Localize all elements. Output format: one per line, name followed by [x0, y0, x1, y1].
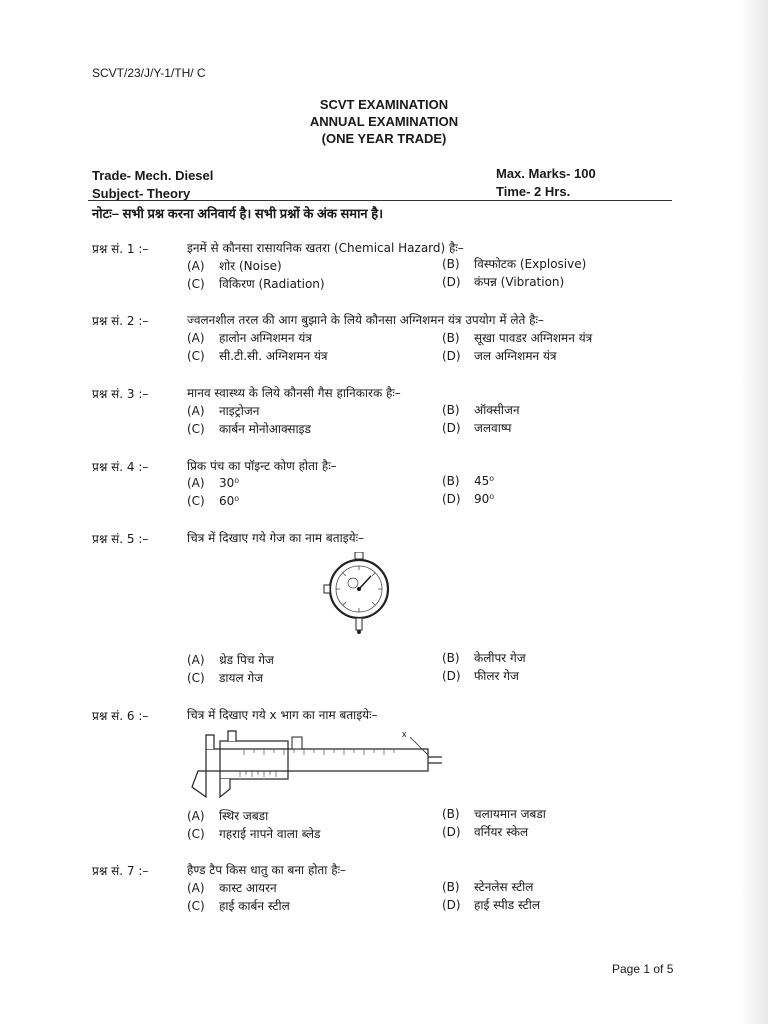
option-a: (A) हालोन अग्निशमन यंत्र — [187, 331, 312, 345]
exam-title: SCVT EXAMINATION — [319, 97, 449, 112]
instructions-note: नोटः– सभी प्रश्न करना अनिवार्य है। सभी प्रश्नों के अंक समान है। — [92, 206, 384, 221]
question-text: हैण्ड टैप किस धातु का बना होता हैः– — [187, 863, 346, 877]
paper-code: SCVT/23/J/Y-1/TH/ C — [92, 66, 206, 80]
option-d: (D) जल अग्निशमन यंत्र — [442, 349, 557, 363]
question-2 — [0, 312, 768, 372]
question-text: प्रिक पंच का पॉइन्ट कोण होता हैः– — [187, 459, 337, 473]
exam-type: ANNUAL EXAMINATION — [309, 114, 459, 129]
page-number: Page 1 of 5 — [612, 962, 674, 976]
option-b: (B) विस्फोटक (Explosive) — [442, 257, 587, 271]
question-text: चित्र में दिखाए गये गेज का नाम बताइयेः– — [187, 531, 364, 545]
question-3 — [0, 385, 768, 445]
vernier-caliper-figure — [184, 727, 444, 803]
question-4 — [0, 458, 768, 518]
option-a: (A) 30⁰ — [187, 476, 240, 490]
option-d: (D) हाई स्पीड स्टील — [442, 898, 540, 912]
option-c: (C) सी.टी.सी. अग्निशमन यंत्र — [187, 349, 328, 363]
question-text: चित्र में दिखाए गये x भाग का नाम बताइयेः– — [187, 708, 378, 722]
option-d: (D) वर्नियर स्केल — [442, 825, 529, 839]
option-b: (B) केलीपर गेज — [442, 651, 526, 665]
option-c: (C) हाई कार्बन स्टील — [187, 899, 290, 913]
trade-label: Trade- Mech. Diesel — [92, 168, 214, 183]
question-number: प्रश्न सं. 5 :– — [92, 532, 149, 546]
question-1 — [0, 240, 768, 300]
subject-label: Subject- Theory — [92, 186, 191, 201]
question-number: प्रश्न सं. 6 :– — [92, 709, 149, 723]
option-a: (A) नाइट्रोजन — [187, 404, 260, 418]
question-number: प्रश्न सं. 4 :– — [92, 460, 149, 474]
question-number: प्रश्न सं. 7 :– — [92, 864, 149, 878]
option-a: (A) थ्रेड पिच गेज — [187, 653, 274, 667]
question-6 — [0, 707, 768, 847]
option-b: (B) 45⁰ — [442, 474, 495, 488]
option-d: (D) कंपन्न (Vibration) — [442, 275, 565, 289]
option-a: (A) स्थिर जबडा — [187, 809, 269, 823]
header-divider — [88, 200, 672, 201]
option-c: (C) विकिरण (Radiation) — [187, 277, 325, 291]
figure-label-x: x — [402, 729, 407, 739]
time-allowed: Time- 2 Hrs. — [496, 184, 571, 199]
option-b: (B) ऑक्सीजन — [442, 403, 520, 417]
option-b: (B) चलायमान जबडा — [442, 807, 546, 821]
option-b: (B) स्टेनलेस स्टील — [442, 880, 534, 894]
option-d: (D) फीलर गेज — [442, 669, 519, 683]
exam-heading — [0, 96, 768, 147]
dial-gauge-figure — [322, 552, 398, 636]
option-a: (A) कास्ट आयरन — [187, 881, 277, 895]
max-marks: Max. Marks- 100 — [496, 166, 596, 181]
option-b: (B) सूखा पावडर अग्निशमन यंत्र — [442, 331, 593, 345]
option-d: (D) 90⁰ — [442, 492, 495, 506]
question-number: प्रश्न सं. 2 :– — [92, 314, 149, 328]
option-c: (C) डायल गेज — [187, 671, 264, 685]
question-text: ज्वलनशील तरल की आग बुझाने के लिये कौनसा अग्निशमन यंत्र उपयोग में लेते हैः– — [187, 313, 544, 327]
option-c: (C) 60⁰ — [187, 494, 240, 508]
question-text: इनमें से कौनसा रासायनिक खतरा (Chemical Hazard) हैः– — [187, 241, 464, 255]
question-number: प्रश्न सं. 3 :– — [92, 387, 149, 401]
option-a: (A) शोर (Noise) — [187, 259, 282, 273]
exam-trade-type: (ONE YEAR TRADE) — [321, 131, 447, 146]
question-7 — [0, 862, 768, 922]
option-d: (D) जलवाष्प — [442, 421, 512, 435]
question-text: मानव स्वास्थ्य के लिये कौनसी गैस हानिकारक हैः– — [187, 386, 401, 400]
question-5 — [0, 530, 768, 690]
option-c: (C) कार्बन मोनोआक्साइड — [187, 422, 311, 436]
option-c: (C) गहराई नापने वाला ब्लेड — [187, 827, 321, 841]
question-number: प्रश्न सं. 1 :– — [92, 242, 149, 256]
